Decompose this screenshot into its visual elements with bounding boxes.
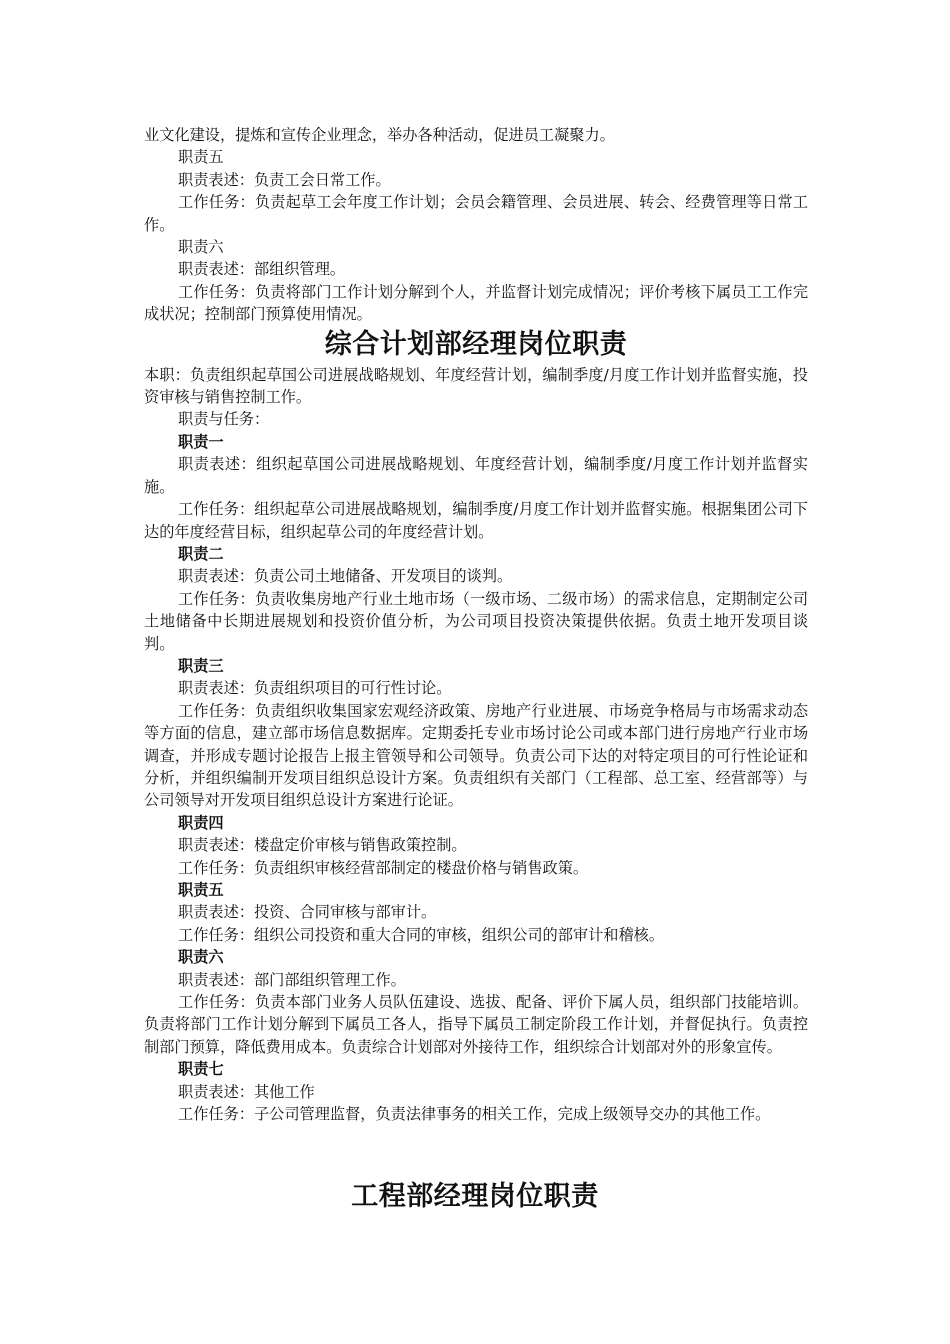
- duty-description: 职责表述：部组织管理。: [178, 260, 346, 279]
- duty-description: 职责表述：负责工会日常工作。: [178, 170, 391, 189]
- duty-description: 职责表述：组织起草国公司进展战略规划、年度经营计划，编制季度/月度工作计划并监督实施。: [144, 455, 808, 496]
- duty-task: 工作任务：负责本部门业务人员队伍建设、选拔、配备、评价下属人员，组织部门技能培训。负责将部门工作计划分解到下属员工各人，指导下属员工制定阶段工作计划，并督促执行。负责控制部门预算，降低费用成本。负责综合计划部对外接待工作，组织综合计划部对外的形象宣传。: [144, 993, 808, 1056]
- duty-label: 职责四: [178, 813, 224, 832]
- duty-description: 职责表述：负责组织项目的可行性讨论。: [178, 679, 452, 698]
- duties-heading: 职责与任务：: [178, 410, 270, 429]
- duty-label: 职责六: [178, 238, 224, 257]
- duty-task: 工作任务：组织公司投资和重大合同的审核，组织公司的部审计和稽核。: [178, 925, 664, 944]
- document-body: [144, 124, 808, 1125]
- duty-description: 职责表述：楼盘定价审核与销售政策控制。: [178, 836, 467, 855]
- duty-label: 职责一: [178, 432, 224, 451]
- section-title: 综合计划部经理岗位职责: [324, 328, 628, 360]
- duty-task: 工作任务：负责将部门工作计划分解到个人，并监督计划完成情况；评价考核下属员工工作完成状况；控制部门预算使用情况。: [144, 282, 808, 324]
- duty-label: 职责五: [178, 148, 224, 167]
- duty-task: 工作任务：子公司管理监督，负责法律事务的相关工作，完成上级领导交办的其他工作。: [178, 1105, 771, 1124]
- section-title: 工程部经理岗位职责: [351, 1181, 599, 1212]
- duty-task: 工作任务：组织起草公司进展战略规划，编制季度/月度工作计划并监督实施。根据集团公司下达的年度经营目标，组织起草公司的年度经营计划。: [144, 500, 808, 541]
- duty-description: 职责表述：负责公司土地储备、开发项目的谈判。: [178, 567, 513, 586]
- duty-label: 职责五: [178, 881, 224, 899]
- continuation-line: 业文化建设，提炼和宣传企业理念，举办各种活动，促进员工凝聚力。: [144, 126, 615, 144]
- duty-description: 职责表述：投资、合同审核与部审计。: [178, 903, 437, 922]
- duty-label: 职责三: [178, 656, 224, 675]
- duty-task: 工作任务：负责组织审核经营部制定的楼盘价格与销售政策。: [178, 858, 589, 877]
- duty-task: 工作任务：负责起草工会年度工作计划；会员会籍管理、会员进展、转会、经费管理等日常工作。: [144, 193, 808, 234]
- duty-description: 职责表述：部门部组织管理工作。: [178, 970, 406, 989]
- duty-label: 职责二: [178, 544, 224, 563]
- duty-label: 职责六: [178, 948, 224, 967]
- section-intro: 本职：负责组织起草国公司进展战略规划、年度经营计划，编制季度/月度工作计划并监督实施，投资审核与销售控制工作。: [144, 365, 808, 407]
- duty-label: 职责七: [178, 1060, 224, 1079]
- duty-description: 职责表述：其他工作: [178, 1082, 315, 1101]
- duty-task: 工作任务：负责组织收集国家宏观经济政策、房地产行业进展、市场竞争格局与市场需求动态等方面的信息，建立部市场信息数据库。定期委托专业市场讨论公司或本部门进行房地产行业市场调查，并形成专题讨论报告上报主管领导和公司领导。负责公司下达的对特定项目的可行性论证和分析，并组织编制开发项目组织总设计方案。负责组织有关部门（工程部、总工室、经营部等）与公司领导对开发项目组织总设计方案进行论证。: [144, 701, 808, 810]
- duty-task: 工作任务：负责收集房地产行业土地市场（一级市场、二级市场）的需求信息，定期制定公司土地储备中长期进展规划和投资价值分析，为公司项目投资决策提供依据。负责土地开发项目谈判。: [144, 589, 808, 653]
